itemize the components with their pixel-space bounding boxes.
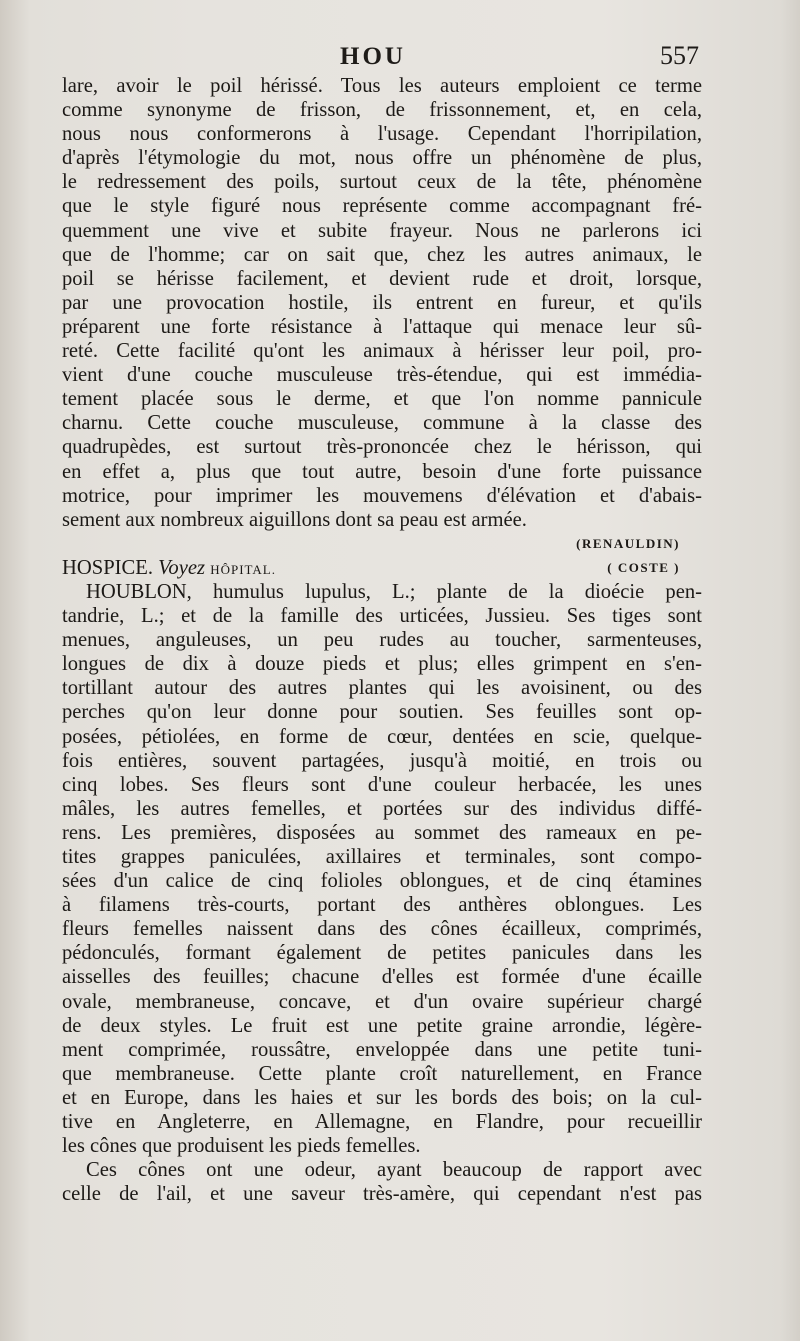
text-line: tement placée sous le derme, et que l'on nomme pannicule [62, 388, 702, 411]
text-line: sement aux nombreux aiguillons dont sa peau est armée. [62, 508, 527, 531]
text-line: en effet a, plus que tout autre, besoin d'une forte puissance [62, 460, 702, 483]
text-line: mâles, les autres femelles, et portées sur des individus diffé- [62, 797, 702, 820]
cross-reference-voyez: Voyez [158, 556, 206, 579]
text-line: par une provocation hostile, ils entrent en fureur, et qu'ils [62, 291, 702, 314]
paragraph-horripilation [62, 74, 702, 532]
text-line: cinq lobes. Ses fleurs sont d'une couleur herbacée, les unes [62, 773, 702, 796]
text-line: HOUBLON, humulus lupulus, L.; plante de la dioécie pen- [86, 580, 702, 603]
text-line: que membraneuse. Cette plante croît naturellement, en France [62, 1062, 702, 1085]
text-line: tive en Angleterre, en Allemagne, en Flandre, pour recueillir [62, 1111, 702, 1134]
text-line: que le style figuré nous représente comme accompagnant fré- [62, 195, 702, 218]
text-line: fois entières, souvent partagées, jusqu'à moitié, en trois ou [62, 749, 702, 772]
text-line: longues de dix à douze pieds et plus; elles grimpent en s'en- [62, 653, 702, 676]
text-line: tandrie, L.; et de la famille des urticées, Jussieu. Ses tiges sont [62, 605, 702, 628]
text-block [62, 74, 702, 1206]
text-line: préparent une forte résistance à l'attaque qui menace leur sû- [62, 315, 702, 338]
text-line: motrice, pour imprimer les mouvemens d'élévation et d'abais- [62, 484, 702, 507]
text-line: ovale, membraneuse, concave, et d'un ovaire supérieur chargé [62, 990, 702, 1013]
text-line: d'après l'étymologie du mot, nous offre un phénomène de plus, [62, 147, 702, 170]
text-line: que de l'homme; car on sait que, chez les autres animaux, le [62, 243, 702, 266]
text-line: tites grappes paniculées, axillaires et terminales, sont compo- [62, 846, 702, 868]
text-line: les cônes que produisent les pieds femelles. [62, 1135, 421, 1158]
text-line: lare, avoir le poil hérissé. Tous les auteurs emploient ce terme [62, 75, 702, 97]
author-signature-renauldin: (RENAULDIN) [576, 535, 680, 551]
entry-hospice [62, 556, 702, 580]
text-line: fleurs femelles naissent dans des cônes écailleux, comprimés, [62, 918, 702, 941]
text-line: aisselles des feuilles; chacune d'elles est formée d'une écaille [62, 966, 702, 989]
entry-headword: HOSPICE. [62, 556, 153, 579]
text-line: pédonculés, formant également de petites panicules dans les [62, 942, 702, 965]
text-line: Ces cônes ont une odeur, ayant beaucoup de rapport avec [86, 1159, 702, 1182]
paragraph-houblon [62, 580, 702, 1158]
text-line: sées d'un calice de cinq folioles oblongues, et de cinq étamines [62, 870, 702, 893]
text-line: vient d'une couche musculeuse très-étendue, qui est immédia- [62, 364, 702, 387]
author-signature-coste: ( COSTE ) [607, 559, 680, 575]
text-line: poil se hérisse facilement, et devient rude et droit, lorsque, [62, 267, 702, 290]
text-line: nous nous conformerons à l'usage. Cependant l'horripilation, [62, 123, 702, 146]
text-line: quadrupèdes, est surtout très-prononcée chez le hérisson, qui [62, 436, 702, 459]
text-line: perches qu'on leur donne pour soutien. Ses feuilles sont op- [62, 701, 702, 724]
cross-reference-target: HÔPITAL. [210, 561, 277, 577]
text-line: quemment une vive et subite frayeur. Nous ne parlerons ici [62, 219, 702, 242]
entry-hospice-text [62, 556, 276, 580]
text-line: comme synonyme de frisson, de frissonnement, et, en cela, [62, 99, 702, 122]
running-head: HOU [340, 43, 406, 70]
text-line: tortillant autour des autres plantes qui les avoisinent, ou des [62, 677, 702, 700]
page-number: 557 [660, 41, 699, 70]
text-line: charnu. Cette couche musculeuse, commune à la classe des [62, 412, 702, 435]
paragraph-cones [62, 1158, 702, 1206]
text-line: ment comprimée, roussâtre, enveloppée dans une petite tuni- [62, 1038, 702, 1061]
text-line: menues, anguleuses, un peu rudes au toucher, sarmenteuses, [62, 629, 702, 652]
text-line: celle de l'ail, et une saveur très-amère, qui cependant n'est pas [62, 1183, 702, 1206]
page-header [0, 38, 800, 78]
text-line: reté. Cette facilité qu'ont les animaux à hérisser leur poil, pro- [62, 340, 702, 363]
text-line: à filamens très-courts, portant des anthères oblongues. Les [62, 894, 702, 917]
text-line: le redressement des poils, surtout ceux de la tête, phénomène [62, 171, 702, 194]
text-line: de deux styles. Le fruit est une petite graine arrondie, légère- [62, 1014, 702, 1037]
text-line: rens. Les premières, disposées au sommet des rameaux en pe- [62, 821, 702, 844]
text-line: et en Europe, dans les haies et sur les bords des bois; on la cul- [62, 1086, 702, 1109]
text-line: posées, pétiolées, en forme de cœur, dentées en scie, quelque- [62, 725, 702, 748]
